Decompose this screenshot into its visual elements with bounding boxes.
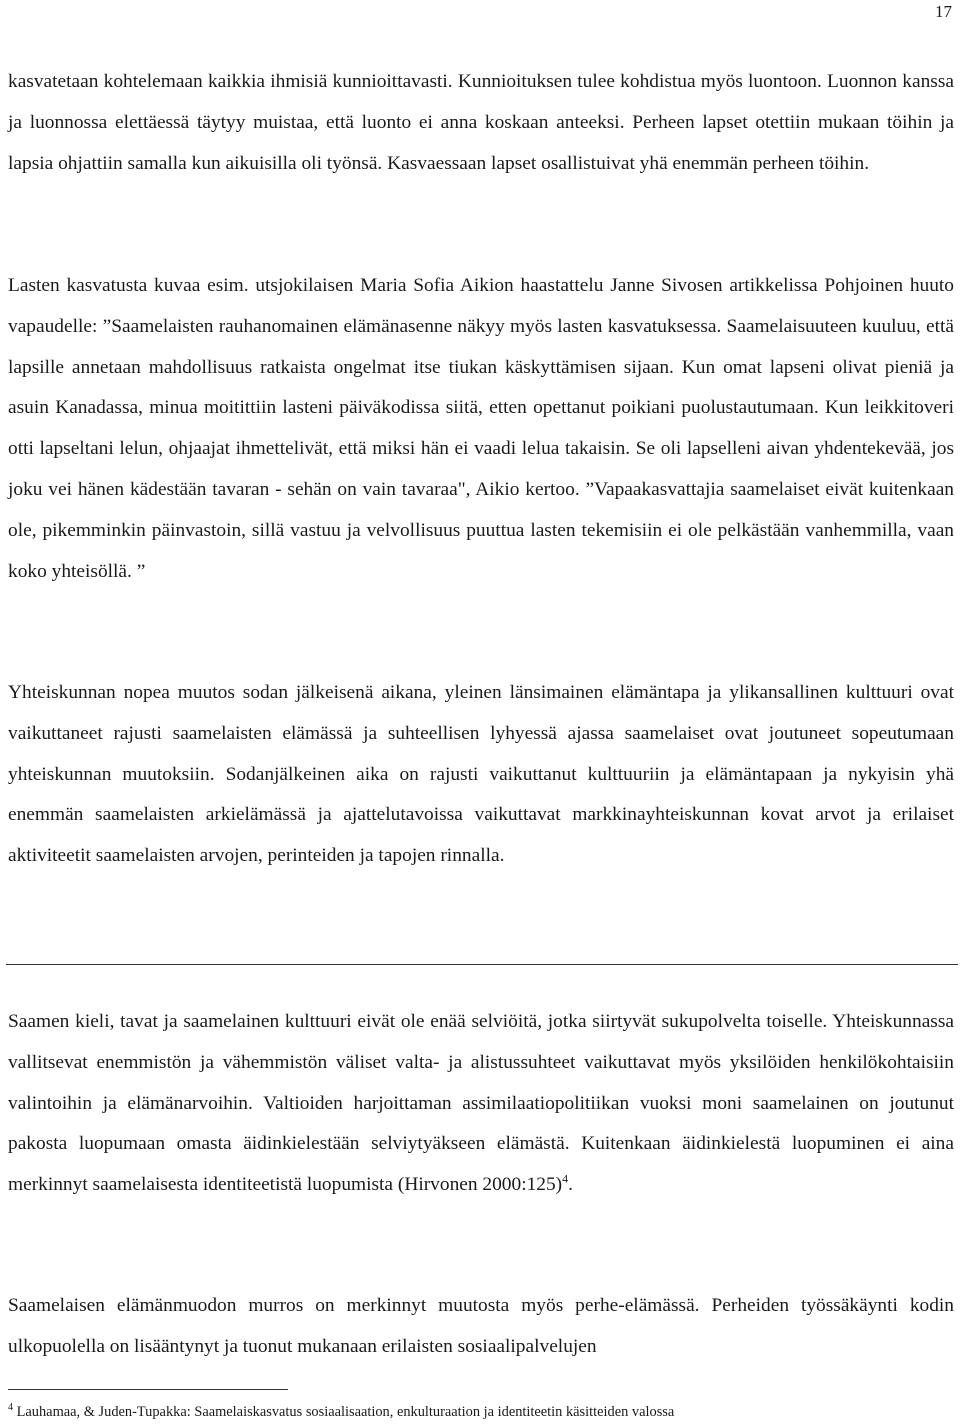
page-number: 17 [935, 2, 952, 21]
paragraph-2: Lasten kasvatusta kuvaa esim. utsjokilaisen Maria Sofia Aikion haastattelu Janne Sivosen artikkelissa Pohjoinen huuto vapaudelle: ”Saamelaisten rauhanomainen elämänasenne näkyy myös lasten kasvatuksessa. Saamelaisuuteen kuuluu, että lapsille annetaan mahdollisuus ratkaista ongelmat itse tiukan käskyttämisen sijaan. Kun omat lapseni olivat pieniä ja asuin Kanadassa, minua moitittiin lasteni päiväkodissa siitä, etten opettanut poikiani puolustautumaan. Kun leikkitoveri otti lapseltani lelun, ohjaajat ihmettelivät, että miksi hän ei vaadi lelua takaisin. Se oli lapselleni aivan yhdentekevää, jos joku vei hänen kädestään tavaran - sehän on vain tavaraa", Aikio kertoo. ”Vapaakasvattajia saamelaiset eivät kuitenkaan ole, pikemminkin päinvastoin, sillä vastuu ja velvollisuus puuttua lasten tekemisiin ei ole pelkästään vanhemmilla, vaan koko yhteisöllä. ” [8, 275, 954, 582]
section-divider [6, 964, 958, 965]
paragraph-4 [8, 1002, 954, 1206]
footnote-marker: 4 [8, 1402, 13, 1414]
paragraph-4-end: . [568, 1174, 573, 1196]
footnote-reference[interactable]: 4 [562, 1171, 569, 1186]
paragraph-5: Saamelaisen elämänmuodon murros on merkinnyt muutosta myös perhe-elämässä. Perheiden työssäkäynti kodin ulkopuolella on lisääntynyt ja tuonut mukanaan erilaisten sosiaalipalvelujen [8, 1295, 954, 1357]
paragraph-1: kasvatetaan kohtelemaan kaikkia ihmisiä kunnioittavasti. Kunnioituksen tulee kohdistua myös luontoon. Luonnon kanssa ja luonnossa elettäessä täytyy muistaa, että luonto ei anna koskaan anteeksi. Perheen lapset otettiin mukaan töihin ja lapsia ohjattiin samalla kun aikuisilla oli työnsä. Kasvaessaan lapset osallistuivat yhä enemmän perheen töihin. [8, 71, 954, 174]
paragraph-3: Yhteiskunnan nopea muutos sodan jälkeisenä aikana, yleinen länsimainen elämäntapa ja ylikansallinen kulttuuri ovat vaikuttaneet rajusti saamelaisten elämässä ja suhteellisen lyhyessä ajassa saamelaiset ovat joutuneet sopeutumaan yhteiskunnan muutoksiin. Sodanjälkeinen aika on rajusti vaikuttanut kulttuuriin ja elämäntapaan ja nykyisin yhä enemmän saamelaisten arkielämässä ja ajattelutavoissa vaikuttavat markkinayhteiskunnan kovat arvot ja erilaiset aktiviteetit saamelaisten arvojen, perinteiden ja tapojen rinnalla. [8, 682, 954, 867]
footnote-divider [8, 1389, 288, 1390]
footnote-text: Lauhamaa, & Juden-Tupakka: Saamelaiskasvatus sosiaalisaation, enkulturaation ja identiteetin käsitteiden valossa [16, 1404, 675, 1420]
footnote [8, 1402, 954, 1422]
paragraph-4-text: Saamen kieli, tavat ja saamelainen kulttuuri eivät ole enää selviöitä, jotka siirtyvät sukupolvelta toiselle. Yhteiskunnassa vallitsevat enemmistön ja vähemmistön väliset valta- ja alistussuhteet vaikuttavat myös yksilöiden henkilökohtaisiin valintoihin ja elämänarvoihin. Valtioiden harjoittaman assimilaatiopolitiikan vuoksi moni saamelainen on joutunut pakosta luopumaan omasta äidinkielestään selviytyäkseen elämästä. Kuitenkaan äidinkielestä luopuminen ei aina merkinnyt saamelaisesta identiteetistä luopumista (Hirvonen 2000:125) [8, 1011, 954, 1196]
